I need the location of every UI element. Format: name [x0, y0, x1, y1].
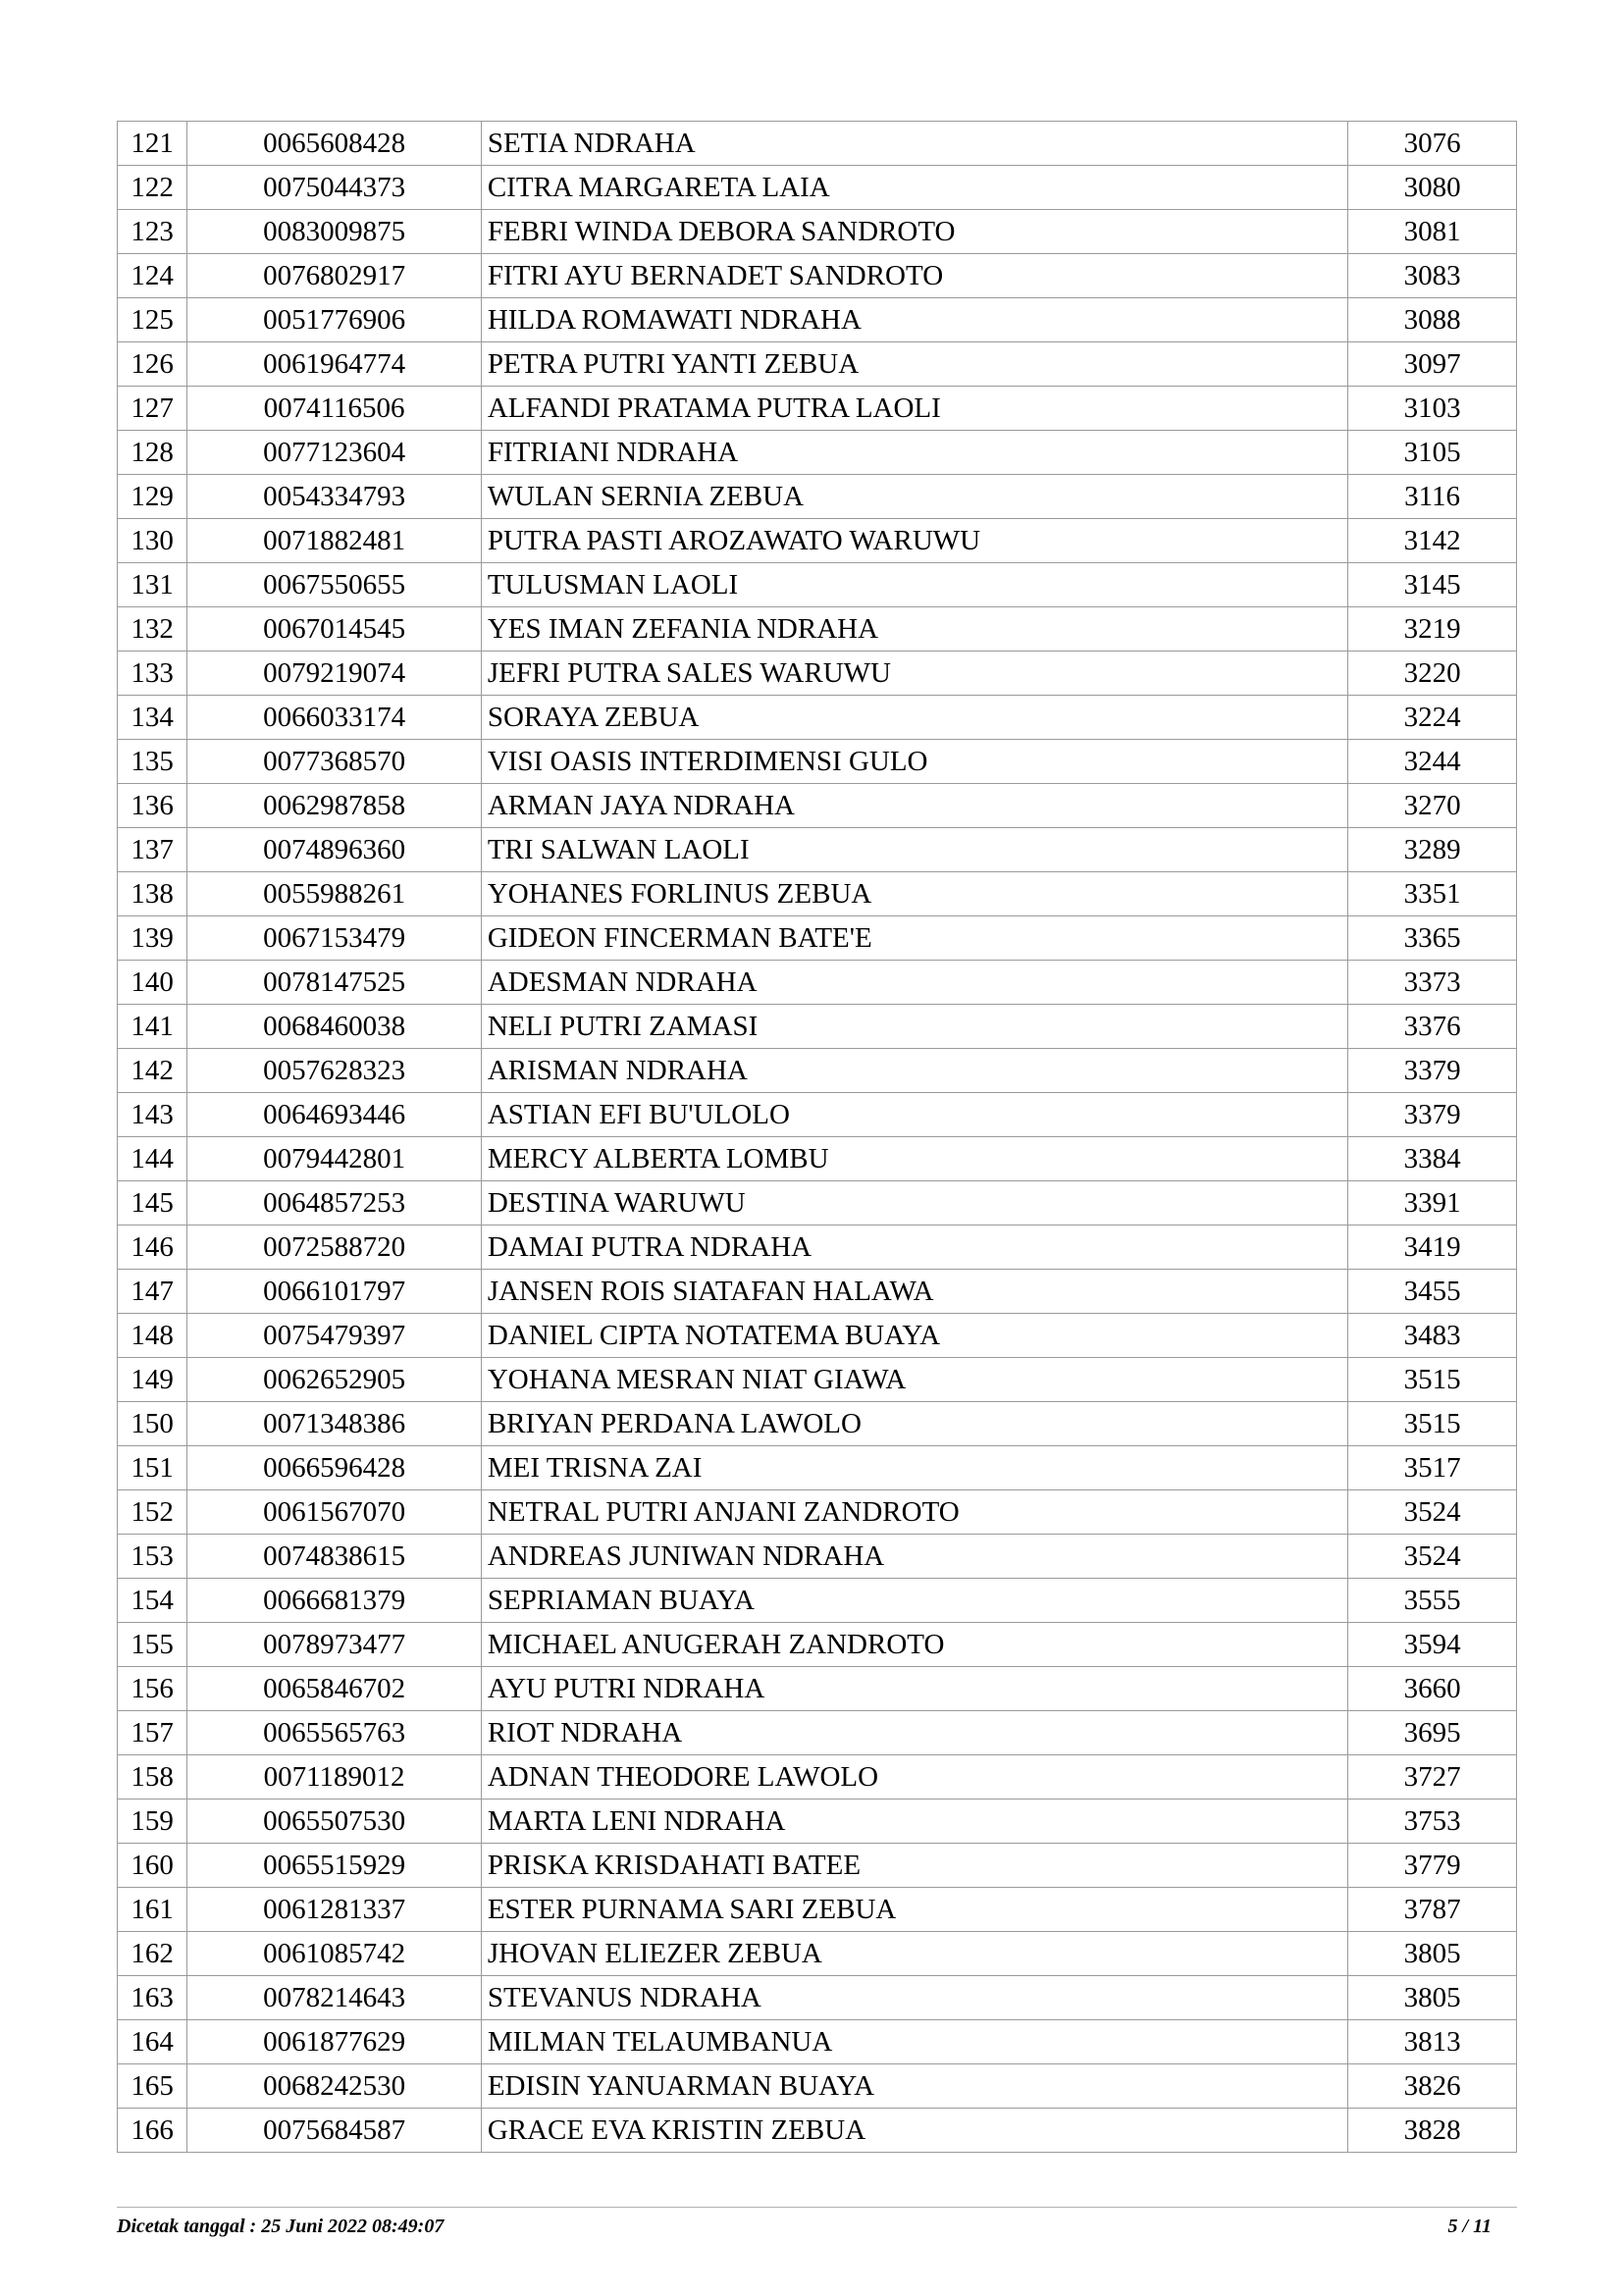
row-nisn: 0078214643 — [187, 1976, 481, 2020]
results-table-body — [118, 122, 1517, 2153]
row-nisn: 0077123604 — [187, 431, 481, 475]
row-score: 3483 — [1348, 1314, 1517, 1358]
table-row — [118, 1844, 1517, 1888]
table-row — [118, 122, 1517, 166]
row-name: STEVANUS NDRAHA — [481, 1976, 1347, 2020]
row-name: AYU PUTRI NDRAHA — [481, 1667, 1347, 1711]
row-nisn: 0067014545 — [187, 607, 481, 652]
row-name: FEBRI WINDA DEBORA SANDROTO — [481, 210, 1347, 254]
table-row — [118, 298, 1517, 342]
row-name: YOHANA MESRAN NIAT GIAWA — [481, 1358, 1347, 1402]
row-nisn: 0067550655 — [187, 563, 481, 607]
row-number: 144 — [118, 1137, 187, 1181]
row-score: 3805 — [1348, 1932, 1517, 1976]
row-score: 3695 — [1348, 1711, 1517, 1755]
row-nisn: 0068242530 — [187, 2064, 481, 2109]
row-nisn: 0075044373 — [187, 166, 481, 210]
row-score: 3594 — [1348, 1623, 1517, 1667]
row-name: MILMAN TELAUMBANUA — [481, 2020, 1347, 2064]
row-number: 160 — [118, 1844, 187, 1888]
row-number: 133 — [118, 652, 187, 696]
row-number: 139 — [118, 916, 187, 961]
row-number: 132 — [118, 607, 187, 652]
table-row — [118, 1446, 1517, 1490]
row-score: 3097 — [1348, 342, 1517, 387]
row-score: 3365 — [1348, 916, 1517, 961]
row-number: 150 — [118, 1402, 187, 1446]
table-row — [118, 740, 1517, 784]
row-nisn: 0065507530 — [187, 1799, 481, 1844]
row-score: 3351 — [1348, 872, 1517, 916]
row-score: 3219 — [1348, 607, 1517, 652]
row-name: JHOVAN ELIEZER ZEBUA — [481, 1932, 1347, 1976]
row-score: 3289 — [1348, 828, 1517, 872]
row-number: 124 — [118, 254, 187, 298]
row-score: 3826 — [1348, 2064, 1517, 2109]
table-row — [118, 1711, 1517, 1755]
row-number: 157 — [118, 1711, 187, 1755]
row-number: 129 — [118, 475, 187, 519]
table-row — [118, 475, 1517, 519]
table-row — [118, 519, 1517, 563]
row-nisn: 0078147525 — [187, 961, 481, 1005]
row-name: ASTIAN EFI BU'ULOLO — [481, 1093, 1347, 1137]
row-name: TULUSMAN LAOLI — [481, 563, 1347, 607]
row-score: 3220 — [1348, 652, 1517, 696]
table-row — [118, 1181, 1517, 1226]
table-row — [118, 652, 1517, 696]
row-number: 127 — [118, 387, 187, 431]
row-name: MICHAEL ANUGERAH ZANDROTO — [481, 1623, 1347, 1667]
table-row — [118, 1888, 1517, 1932]
row-number: 140 — [118, 961, 187, 1005]
row-score: 3813 — [1348, 2020, 1517, 2064]
row-nisn: 0068460038 — [187, 1005, 481, 1049]
row-nisn: 0075479397 — [187, 1314, 481, 1358]
row-score: 3076 — [1348, 122, 1517, 166]
row-score: 3142 — [1348, 519, 1517, 563]
row-nisn: 0076802917 — [187, 254, 481, 298]
table-row — [118, 210, 1517, 254]
row-name: MARTA LENI NDRAHA — [481, 1799, 1347, 1844]
row-name: PETRA PUTRI YANTI ZEBUA — [481, 342, 1347, 387]
row-name: ANDREAS JUNIWAN NDRAHA — [481, 1535, 1347, 1579]
row-number: 161 — [118, 1888, 187, 1932]
row-number: 130 — [118, 519, 187, 563]
row-nisn: 0057628323 — [187, 1049, 481, 1093]
row-number: 145 — [118, 1181, 187, 1226]
row-number: 159 — [118, 1799, 187, 1844]
row-nisn: 0075684587 — [187, 2109, 481, 2153]
row-number: 153 — [118, 1535, 187, 1579]
row-score: 3517 — [1348, 1446, 1517, 1490]
row-nisn: 0066101797 — [187, 1270, 481, 1314]
row-nisn: 0064857253 — [187, 1181, 481, 1226]
row-nisn: 0067153479 — [187, 916, 481, 961]
row-nisn: 0079219074 — [187, 652, 481, 696]
row-score: 3660 — [1348, 1667, 1517, 1711]
table-row — [118, 1358, 1517, 1402]
table-row — [118, 1402, 1517, 1446]
table-row — [118, 2109, 1517, 2153]
row-name: DESTINA WARUWU — [481, 1181, 1347, 1226]
table-row — [118, 166, 1517, 210]
row-score: 3828 — [1348, 2109, 1517, 2153]
row-number: 141 — [118, 1005, 187, 1049]
row-name: PRISKA KRISDAHATI BATEE — [481, 1844, 1347, 1888]
row-nisn: 0066033174 — [187, 696, 481, 740]
row-number: 155 — [118, 1623, 187, 1667]
row-nisn: 0078973477 — [187, 1623, 481, 1667]
row-name: FITRI AYU BERNADET SANDROTO — [481, 254, 1347, 298]
table-row — [118, 1623, 1517, 1667]
row-nisn: 0064693446 — [187, 1093, 481, 1137]
table-row — [118, 784, 1517, 828]
row-score: 3145 — [1348, 563, 1517, 607]
row-number: 142 — [118, 1049, 187, 1093]
row-score: 3524 — [1348, 1535, 1517, 1579]
row-number: 136 — [118, 784, 187, 828]
row-nisn: 0074116506 — [187, 387, 481, 431]
table-row — [118, 872, 1517, 916]
row-nisn: 0072588720 — [187, 1226, 481, 1270]
row-nisn: 0065565763 — [187, 1711, 481, 1755]
row-name: NETRAL PUTRI ANJANI ZANDROTO — [481, 1490, 1347, 1535]
results-table — [117, 121, 1517, 2153]
row-name: FITRIANI NDRAHA — [481, 431, 1347, 475]
table-row — [118, 2064, 1517, 2109]
row-nisn: 0077368570 — [187, 740, 481, 784]
row-nisn: 0061877629 — [187, 2020, 481, 2064]
row-score: 3391 — [1348, 1181, 1517, 1226]
row-number: 123 — [118, 210, 187, 254]
row-name: TRI SALWAN LAOLI — [481, 828, 1347, 872]
table-row — [118, 916, 1517, 961]
table-row — [118, 387, 1517, 431]
row-number: 135 — [118, 740, 187, 784]
table-row — [118, 1137, 1517, 1181]
row-nisn: 0054334793 — [187, 475, 481, 519]
table-row — [118, 1005, 1517, 1049]
row-score: 3105 — [1348, 431, 1517, 475]
row-number: 143 — [118, 1093, 187, 1137]
table-row — [118, 1093, 1517, 1137]
row-number: 164 — [118, 2020, 187, 2064]
row-score: 3103 — [1348, 387, 1517, 431]
row-number: 165 — [118, 2064, 187, 2109]
row-name: MERCY ALBERTA LOMBU — [481, 1137, 1347, 1181]
row-score: 3083 — [1348, 254, 1517, 298]
row-nisn: 0074896360 — [187, 828, 481, 872]
row-nisn: 0074838615 — [187, 1535, 481, 1579]
row-number: 121 — [118, 122, 187, 166]
row-name: JANSEN ROIS SIATAFAN HALAWA — [481, 1270, 1347, 1314]
row-number: 128 — [118, 431, 187, 475]
row-name: ADESMAN NDRAHA — [481, 961, 1347, 1005]
table-row — [118, 961, 1517, 1005]
row-nisn: 0051776906 — [187, 298, 481, 342]
row-number: 147 — [118, 1270, 187, 1314]
table-row — [118, 254, 1517, 298]
row-score: 3244 — [1348, 740, 1517, 784]
row-name: SORAYA ZEBUA — [481, 696, 1347, 740]
row-name: DAMAI PUTRA NDRAHA — [481, 1226, 1347, 1270]
table-row — [118, 431, 1517, 475]
row-name: SEPRIAMAN BUAYA — [481, 1579, 1347, 1623]
row-number: 163 — [118, 1976, 187, 2020]
row-number: 148 — [118, 1314, 187, 1358]
table-row — [118, 1932, 1517, 1976]
row-score: 3081 — [1348, 210, 1517, 254]
table-row — [118, 1976, 1517, 2020]
row-number: 126 — [118, 342, 187, 387]
row-nisn: 0062652905 — [187, 1358, 481, 1402]
table-row — [118, 563, 1517, 607]
row-name: BRIYAN PERDANA LAWOLO — [481, 1402, 1347, 1446]
row-score: 3270 — [1348, 784, 1517, 828]
row-nisn: 0071348386 — [187, 1402, 481, 1446]
row-nisn: 0061281337 — [187, 1888, 481, 1932]
row-name: NELI PUTRI ZAMASI — [481, 1005, 1347, 1049]
table-row — [118, 607, 1517, 652]
row-score: 3555 — [1348, 1579, 1517, 1623]
row-number: 125 — [118, 298, 187, 342]
print-date: Dicetak tanggal : 25 Juni 2022 08:49:07 — [117, 2216, 445, 2237]
row-number: 158 — [118, 1755, 187, 1799]
table-row — [118, 342, 1517, 387]
table-row — [118, 1314, 1517, 1358]
row-nisn: 0066596428 — [187, 1446, 481, 1490]
row-name: YOHANES FORLINUS ZEBUA — [481, 872, 1347, 916]
row-number: 149 — [118, 1358, 187, 1402]
table-row — [118, 1490, 1517, 1535]
row-name: PUTRA PASTI AROZAWATO WARUWU — [481, 519, 1347, 563]
row-nisn: 0065515929 — [187, 1844, 481, 1888]
row-number: 131 — [118, 563, 187, 607]
row-score: 3373 — [1348, 961, 1517, 1005]
row-score: 3379 — [1348, 1093, 1517, 1137]
row-number: 134 — [118, 696, 187, 740]
table-row — [118, 1270, 1517, 1314]
row-number: 122 — [118, 166, 187, 210]
row-score: 3379 — [1348, 1049, 1517, 1093]
row-nisn: 0065846702 — [187, 1667, 481, 1711]
row-number: 137 — [118, 828, 187, 872]
row-name: ARISMAN NDRAHA — [481, 1049, 1347, 1093]
row-nisn: 0079442801 — [187, 1137, 481, 1181]
row-nisn: 0061567070 — [187, 1490, 481, 1535]
row-nisn: 0066681379 — [187, 1579, 481, 1623]
row-name: MEI TRISNA ZAI — [481, 1446, 1347, 1490]
row-score: 3515 — [1348, 1358, 1517, 1402]
table-row — [118, 1226, 1517, 1270]
row-score: 3376 — [1348, 1005, 1517, 1049]
row-nisn: 0062987858 — [187, 784, 481, 828]
table-row — [118, 1579, 1517, 1623]
row-score: 3224 — [1348, 696, 1517, 740]
row-score: 3515 — [1348, 1402, 1517, 1446]
row-number: 151 — [118, 1446, 187, 1490]
row-name: HILDA ROMAWATI NDRAHA — [481, 298, 1347, 342]
row-number: 146 — [118, 1226, 187, 1270]
row-score: 3384 — [1348, 1137, 1517, 1181]
row-name: DANIEL CIPTA NOTATEMA BUAYA — [481, 1314, 1347, 1358]
row-score: 3088 — [1348, 298, 1517, 342]
row-score: 3116 — [1348, 475, 1517, 519]
row-name: ARMAN JAYA NDRAHA — [481, 784, 1347, 828]
row-name: CITRA MARGARETA LAIA — [481, 166, 1347, 210]
row-score: 3419 — [1348, 1226, 1517, 1270]
table-row — [118, 696, 1517, 740]
row-name: ALFANDI PRATAMA PUTRA LAOLI — [481, 387, 1347, 431]
row-name: WULAN SERNIA ZEBUA — [481, 475, 1347, 519]
row-nisn: 0071189012 — [187, 1755, 481, 1799]
row-nisn: 0083009875 — [187, 210, 481, 254]
row-number: 154 — [118, 1579, 187, 1623]
row-nisn: 0061964774 — [187, 342, 481, 387]
row-name: JEFRI PUTRA SALES WARUWU — [481, 652, 1347, 696]
row-score: 3727 — [1348, 1755, 1517, 1799]
row-name: EDISIN YANUARMAN BUAYA — [481, 2064, 1347, 2109]
row-nisn: 0061085742 — [187, 1932, 481, 1976]
row-score: 3779 — [1348, 1844, 1517, 1888]
table-row — [118, 828, 1517, 872]
page-number: 5 / 11 — [1447, 2216, 1492, 2237]
table-row — [118, 1755, 1517, 1799]
row-number: 138 — [118, 872, 187, 916]
row-number: 162 — [118, 1932, 187, 1976]
row-name: GRACE EVA KRISTIN ZEBUA — [481, 2109, 1347, 2153]
row-score: 3787 — [1348, 1888, 1517, 1932]
row-score: 3455 — [1348, 1270, 1517, 1314]
table-row — [118, 1049, 1517, 1093]
row-score: 3753 — [1348, 1799, 1517, 1844]
table-row — [118, 1535, 1517, 1579]
row-score: 3524 — [1348, 1490, 1517, 1535]
table-row — [118, 1667, 1517, 1711]
row-name: YES IMAN ZEFANIA NDRAHA — [481, 607, 1347, 652]
row-nisn: 0065608428 — [187, 122, 481, 166]
row-name: RIOT NDRAHA — [481, 1711, 1347, 1755]
row-name: GIDEON FINCERMAN BATE'E — [481, 916, 1347, 961]
row-number: 166 — [118, 2109, 187, 2153]
footer-divider — [117, 2207, 1517, 2208]
table-row — [118, 2020, 1517, 2064]
row-name: SETIA NDRAHA — [481, 122, 1347, 166]
row-number: 156 — [118, 1667, 187, 1711]
row-nisn: 0055988261 — [187, 872, 481, 916]
row-name: ADNAN THEODORE LAWOLO — [481, 1755, 1347, 1799]
row-number: 152 — [118, 1490, 187, 1535]
row-nisn: 0071882481 — [187, 519, 481, 563]
table-row — [118, 1799, 1517, 1844]
row-score: 3080 — [1348, 166, 1517, 210]
row-name: VISI OASIS INTERDIMENSI GULO — [481, 740, 1347, 784]
row-name: ESTER PURNAMA SARI ZEBUA — [481, 1888, 1347, 1932]
row-score: 3805 — [1348, 1976, 1517, 2020]
